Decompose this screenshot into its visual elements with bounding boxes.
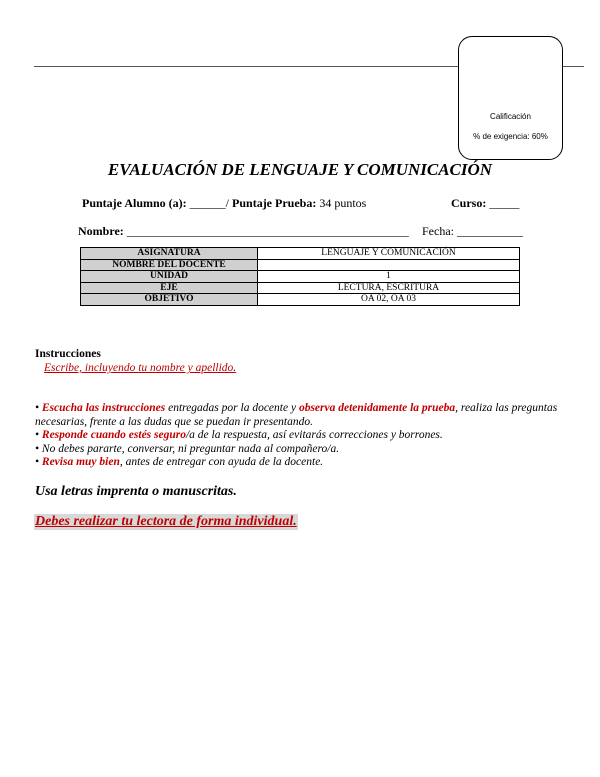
date-field[interactable]: Fecha: ___________ (422, 224, 523, 238)
test-score-value: 34 puntos (316, 196, 367, 210)
table-value: OA 02, OA 03 (258, 294, 520, 306)
instructions-line (44, 362, 236, 374)
name-blank[interactable]: _______________________________________________ (123, 224, 409, 238)
score-row (82, 196, 366, 211)
table-value: 1 (258, 271, 520, 283)
name-label: Nombre: (78, 224, 124, 238)
bullet-item: • No debes pararte, conversar, ni preguntar nada al compañero/a. (35, 442, 340, 455)
bullet-text: , antes de entregar con ayuda de la docente. (119, 456, 324, 468)
table-row (81, 271, 520, 283)
student-score-blank[interactable]: ______/ (186, 196, 233, 210)
course-blank[interactable]: _____ (486, 196, 520, 210)
instructions-period: . (233, 362, 237, 374)
bullet-text: entregadas por la docente y (165, 402, 299, 414)
student-score-label: Puntaje Alumno (a): (82, 196, 187, 210)
course-field (451, 196, 519, 211)
bullet-item: • Responde cuando estés seguro/a de la respuesta, así evitarás correcciones y borrones. (35, 429, 443, 441)
test-score-label: Puntaje Prueba: (232, 196, 317, 210)
bullet-text: No debes pararte, conversar, ni preguntar nada al compañero/a. (41, 442, 340, 455)
table-row (81, 259, 520, 271)
bullet-item: • Revisa muy bien, antes de entregar con ayuda de la docente. (35, 456, 324, 468)
table-value: LENGUAJE Y COMUNICACIÓN (258, 248, 520, 260)
name-field (78, 224, 409, 239)
bullet-text: , realiza las preguntas necesarias, frente a las dudas que se puedan ir presentando. (35, 402, 558, 428)
instruction-bullets (35, 402, 575, 470)
bullet-item: • Escucha las instrucciones entregadas por la docente y observa detenidamente la prueba, realiza las preguntas necesarias, frente a las dudas que se puedan ir presentando. (35, 402, 558, 428)
table-label: ASIGNATURA (81, 248, 258, 260)
table-row (81, 282, 520, 294)
table-row (81, 294, 520, 306)
table-value[interactable] (258, 259, 520, 271)
grade-label: Calificación (490, 112, 531, 121)
individual-work-note: Debes realizar tu lectora de forma individual. (35, 514, 297, 529)
instructions-text: Escribe, incluyendo tu nombre y apellido (44, 362, 234, 374)
bullet-highlight: Responde cuando estés seguro (41, 429, 186, 441)
table-label: NOMBRE DEL DOCENTE (81, 259, 258, 271)
bullet-highlight: Escucha las instrucciones (41, 402, 166, 414)
bullet-highlight: Revisa muy bien (41, 456, 120, 468)
table-row (81, 248, 520, 260)
table-label: UNIDAD (81, 271, 258, 283)
bullet-text: /a de la respuesta, así evitarás correcciones y borrones. (185, 429, 443, 441)
grade-requirement: % de exigencia: 60% (473, 132, 548, 141)
grade-box (458, 36, 563, 160)
instructions-title: Instrucciones (35, 348, 101, 360)
course-label: Curso: (451, 196, 487, 210)
info-table (80, 247, 520, 306)
bullet-highlight: observa detenidamente la prueba (298, 402, 456, 414)
table-value: LECTURA, ESCRITURA (258, 282, 520, 294)
page-title: EVALUACIÓN DE LENGUAJE Y COMUNICACIÓN (107, 160, 493, 179)
letter-style-note: Usa letras imprenta o manuscritas. (35, 484, 237, 499)
table-label: OBJETIVO (81, 294, 258, 306)
table-label: EJE (81, 282, 258, 294)
